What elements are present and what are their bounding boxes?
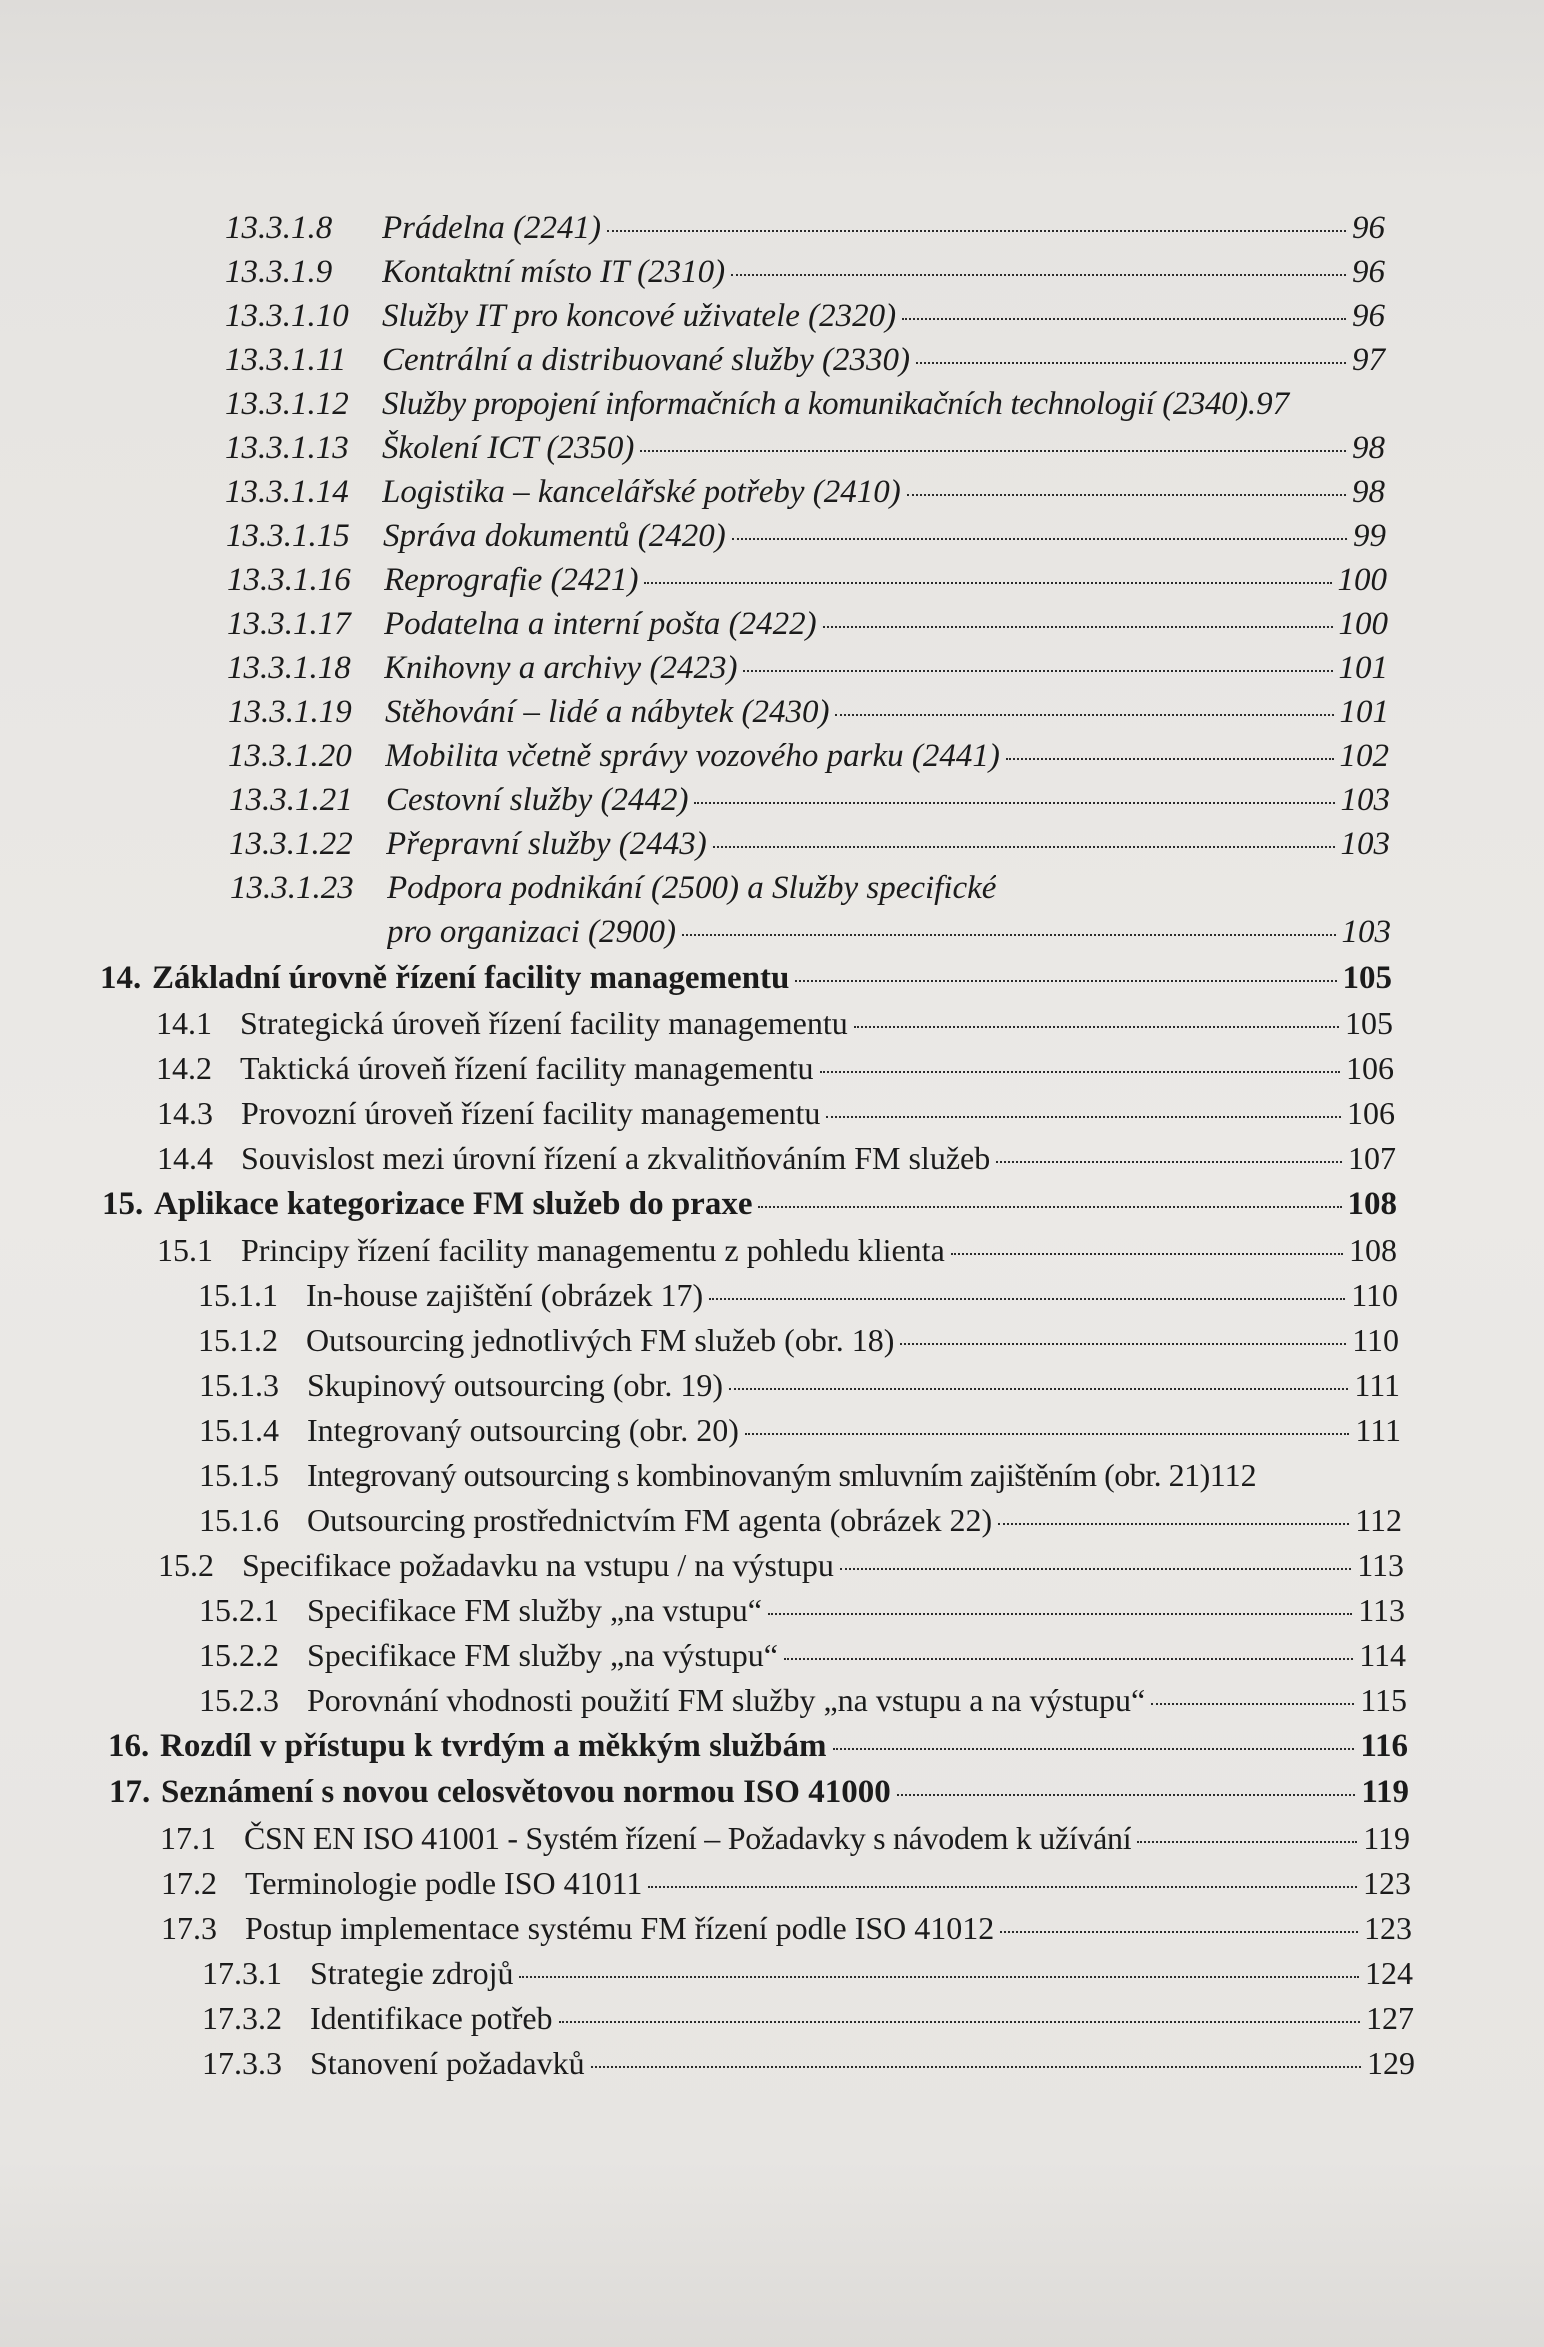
dot-leader xyxy=(820,1071,1340,1073)
toc-title: ČSN EN ISO 41001 - Systém řízení – Požadavky s návodem k užívání xyxy=(244,1820,1132,1856)
toc-number: 13.3.1.21 xyxy=(229,782,353,818)
toc-page: 123 xyxy=(1364,1910,1412,1946)
toc-title: In-house zajištění (obrázek 17) xyxy=(306,1277,704,1313)
dot-leader xyxy=(826,1116,1341,1118)
toc-number: 17.1 xyxy=(160,1820,216,1856)
toc-page: 105 xyxy=(1345,1005,1393,1041)
dot-leader xyxy=(731,274,1346,276)
toc-number: 14.1 xyxy=(156,1005,212,1041)
dot-leader xyxy=(607,230,1346,232)
dot-leader xyxy=(835,714,1333,716)
dot-leader xyxy=(682,934,1335,936)
toc-title: Identifikace potřeb xyxy=(310,2000,553,2036)
toc-title: Podpora podnikání (2500) a Služby specifické xyxy=(387,870,997,906)
toc-page: 107 xyxy=(1348,1140,1396,1176)
toc-title: Školení ICT (2350) xyxy=(382,430,635,466)
toc-chapter xyxy=(100,960,1392,997)
toc-entry xyxy=(225,474,1385,511)
toc-chapter xyxy=(109,1774,1409,1811)
toc-number: 13.3.1.12 xyxy=(225,386,349,422)
toc-title: Logistika – kancelářské potřeby (2410) xyxy=(382,474,901,510)
dot-leader xyxy=(709,1298,1345,1300)
toc-title: Služby IT pro koncové uživatele (2320) xyxy=(382,298,897,334)
toc-title: Cestovní služby (2442) xyxy=(386,782,689,818)
toc-number: 15.1.2 xyxy=(198,1322,278,1358)
toc-entry xyxy=(202,2000,1414,2037)
toc-page: 106 xyxy=(1346,1050,1394,1086)
toc-page: 114 xyxy=(1359,1637,1406,1673)
toc-page: 127 xyxy=(1366,2000,1414,2036)
toc-entry xyxy=(160,1820,1410,1857)
toc-number: 17.3.2 xyxy=(202,2000,282,2036)
toc-entry xyxy=(226,518,1386,555)
toc-title: Specifikace FM služby „na vstupu“ xyxy=(307,1592,762,1628)
toc-number: 13.3.1.20 xyxy=(228,738,352,774)
toc-page: 96 xyxy=(1352,210,1385,246)
toc-number: 15.2.1 xyxy=(199,1592,279,1628)
dot-leader xyxy=(648,1886,1357,1888)
toc-title: Specifikace FM služby „na výstupu“ xyxy=(307,1637,778,1673)
toc-title: Stěhování – lidé a nábytek (2430) xyxy=(385,694,830,730)
toc-number: 15.1.3 xyxy=(199,1367,279,1403)
toc-title: Knihovny a archivy (2423) xyxy=(384,650,738,686)
toc-entry xyxy=(199,1457,1405,1494)
toc-title: pro organizaci (2900) xyxy=(387,914,677,950)
toc-page: 123 xyxy=(1363,1865,1411,1901)
dot-leader xyxy=(745,1433,1349,1435)
toc-entry xyxy=(227,562,1387,599)
dot-leader xyxy=(713,846,1335,848)
toc-title: Reprografie (2421) xyxy=(384,562,639,598)
toc-chapter xyxy=(108,1728,1408,1765)
toc-entry xyxy=(198,1322,1399,1359)
toc-number: 15.1.1 xyxy=(198,1277,278,1313)
toc-title: Správa dokumentů (2420) xyxy=(383,518,726,554)
toc-page: 102 xyxy=(1339,738,1389,774)
dot-leader xyxy=(1000,1931,1358,1933)
dot-leader xyxy=(732,538,1347,540)
dot-leader xyxy=(902,318,1346,320)
toc-entry xyxy=(156,1005,1393,1042)
toc-number: 13.3.1.19 xyxy=(228,694,352,730)
toc-entry xyxy=(157,1140,1396,1177)
toc-number: 17.3.3 xyxy=(202,2045,282,2081)
toc-number: 14.4 xyxy=(157,1140,213,1176)
toc-number: 17. xyxy=(109,1774,151,1810)
toc-title: Stanovení požadavků xyxy=(310,2045,585,2081)
toc-number: 17.3 xyxy=(161,1910,217,1946)
toc-entry xyxy=(227,606,1388,643)
toc-page: 110 xyxy=(1351,1277,1398,1313)
toc-number: 16. xyxy=(108,1728,150,1764)
dot-leader xyxy=(743,670,1332,672)
toc-page: 106 xyxy=(1347,1095,1395,1131)
toc-page: 103 xyxy=(1340,782,1390,818)
toc-page: 97 xyxy=(1352,342,1385,378)
dot-leader xyxy=(591,2066,1361,2068)
toc-title: Rozdíl v přístupu k tvrdým a měkkým službám xyxy=(160,1728,827,1764)
toc-page: 96 xyxy=(1352,298,1385,334)
toc-entry xyxy=(225,386,1390,423)
toc-title: Služby propojení informačních a komunikačních technologií (2340) xyxy=(382,386,1248,422)
dot-leader xyxy=(768,1613,1352,1615)
toc-entry xyxy=(228,738,1389,775)
toc-number: 13.3.1.11 xyxy=(225,342,347,378)
toc-number: 15. xyxy=(102,1186,144,1222)
toc-title: Taktická úroveň řízení facility managementu xyxy=(240,1050,814,1086)
toc-number: 13.3.1.13 xyxy=(225,430,349,466)
dot-leader xyxy=(795,980,1336,982)
toc-title: Základní úrovně řízení facility managementu xyxy=(152,960,790,996)
toc-page: 105 xyxy=(1342,960,1392,996)
toc-page: 124 xyxy=(1365,1955,1413,1991)
toc-entry xyxy=(225,342,1385,379)
toc-page: 101 xyxy=(1338,650,1388,686)
toc-entry xyxy=(161,1910,1412,1947)
toc-entry xyxy=(199,1592,1405,1629)
dot-leader xyxy=(519,1976,1359,1978)
toc-entry xyxy=(225,210,1385,247)
toc-number: 15.1 xyxy=(157,1232,213,1268)
dot-leader xyxy=(758,1206,1341,1208)
toc-page: 116 xyxy=(1360,1728,1408,1764)
toc-number: 14. xyxy=(100,960,142,996)
toc-chapter xyxy=(102,1186,1397,1223)
toc-title: Integrovaný outsourcing s kombinovaným smluvním zajištěním (obr. 21) xyxy=(307,1457,1210,1493)
toc-number: 13.3.1.10 xyxy=(225,298,349,334)
toc-title: Outsourcing jednotlivých FM služeb (obr. 18) xyxy=(306,1322,895,1358)
toc-entry-continuation xyxy=(387,914,1391,951)
toc-title: Terminologie podle ISO 41011 xyxy=(245,1865,643,1901)
toc-number: 13.3.1.18 xyxy=(227,650,351,686)
toc-title: Mobilita včetně správy vozového parku (2441) xyxy=(385,738,1000,774)
toc-page: 108 xyxy=(1349,1232,1397,1268)
toc-title: Přepravní služby (2443) xyxy=(386,826,707,862)
toc-page: 98 xyxy=(1352,430,1385,466)
toc-title: Seznámení s novou celosvětovou normou ISO 41000 xyxy=(161,1774,891,1810)
toc-page: 110 xyxy=(1352,1322,1399,1358)
dot-leader xyxy=(644,582,1331,584)
dot-leader xyxy=(694,802,1334,804)
toc-title: Kontaktní místo IT (2310) xyxy=(382,254,726,290)
toc-entry xyxy=(198,1277,1398,1314)
toc-page: 103 xyxy=(1341,914,1391,950)
toc-title: Centrální a distribuované služby (2330) xyxy=(382,342,910,378)
dot-leader xyxy=(996,1161,1342,1163)
toc-page: 101 xyxy=(1339,694,1389,730)
toc-title: Porovnání vhodnosti použití FM služby „na vstupu a na výstupu“ xyxy=(307,1682,1146,1718)
toc-entry xyxy=(199,1367,1400,1404)
toc-entry xyxy=(199,1412,1401,1449)
toc-entry xyxy=(199,1637,1406,1674)
dot-leader xyxy=(951,1253,1343,1255)
dot-leader xyxy=(998,1523,1349,1525)
toc-entry xyxy=(225,254,1385,291)
toc-page: 129 xyxy=(1367,2045,1415,2081)
toc-entry xyxy=(225,430,1385,467)
dot-leader xyxy=(900,1343,1346,1345)
toc-entry xyxy=(202,1955,1413,1992)
dot-leader xyxy=(854,1026,1339,1028)
toc-title: Integrovaný outsourcing (obr. 20) xyxy=(307,1412,739,1448)
dot-leader xyxy=(823,626,1333,628)
toc-entry xyxy=(199,1502,1402,1539)
toc-number: 13.3.1.15 xyxy=(226,518,350,554)
toc-page: 115 xyxy=(1360,1682,1407,1718)
toc-entry xyxy=(157,1095,1395,1132)
toc-page: 111 xyxy=(1355,1412,1401,1448)
toc-entry xyxy=(229,782,1390,819)
toc-page: 100 xyxy=(1338,606,1388,642)
toc-title: Skupinový outsourcing (obr. 19) xyxy=(307,1367,723,1403)
dot-leader xyxy=(1151,1703,1354,1705)
dot-leader xyxy=(729,1388,1348,1390)
toc-entry xyxy=(227,650,1388,687)
toc-page: 111 xyxy=(1354,1367,1400,1403)
toc-number: 13.3.1.9 xyxy=(225,254,333,290)
toc-entry xyxy=(161,1865,1411,1902)
toc-number: 15.1.4 xyxy=(199,1412,279,1448)
toc-number: 15.2 xyxy=(158,1547,214,1583)
toc-title: Principy řízení facility managementu z pohledu klienta xyxy=(241,1232,945,1268)
dot-leader xyxy=(833,1748,1355,1750)
dot-leader xyxy=(559,2021,1360,2023)
toc-title: Strategická úroveň řízení facility managementu xyxy=(240,1005,848,1041)
toc-page: 108 xyxy=(1347,1186,1397,1222)
toc-title: Strategie zdrojů xyxy=(310,1955,514,1991)
dot-leader xyxy=(907,494,1346,496)
dot-leader xyxy=(897,1794,1356,1796)
toc-page: 112 xyxy=(1209,1457,1257,1493)
toc-page: 119 xyxy=(1363,1820,1410,1856)
dot-leader xyxy=(784,1658,1353,1660)
toc-entry xyxy=(158,1547,1404,1584)
toc-title: Provozní úroveň řízení facility managementu xyxy=(241,1095,821,1131)
toc-number: 17.3.1 xyxy=(202,1955,282,1991)
toc-page: 98 xyxy=(1352,474,1385,510)
toc-page: .97 xyxy=(1247,386,1290,422)
toc-number: 15.1.6 xyxy=(199,1502,279,1538)
toc-number: 15.2.3 xyxy=(199,1682,279,1718)
toc-entry xyxy=(202,2045,1415,2082)
toc-entry xyxy=(225,298,1385,335)
toc-number: 13.3.1.23 xyxy=(230,870,354,906)
toc-number: 14.3 xyxy=(157,1095,213,1131)
toc-entry xyxy=(157,1232,1397,1269)
toc-page: 113 xyxy=(1357,1547,1404,1583)
toc-title: Souvislost mezi úrovní řízení a zkvalitňováním FM služeb xyxy=(241,1140,991,1176)
dot-leader xyxy=(1006,758,1334,760)
toc-title: Aplikace kategorizace FM služeb do praxe xyxy=(154,1186,753,1222)
dot-leader xyxy=(640,450,1346,452)
dot-leader xyxy=(916,362,1346,364)
toc-page: 100 xyxy=(1337,562,1387,598)
toc-entry xyxy=(156,1050,1394,1087)
toc-title: Podatelna a interní pošta (2422) xyxy=(384,606,817,642)
toc-number: 15.1.5 xyxy=(199,1457,279,1493)
toc-number: 15.2.2 xyxy=(199,1637,279,1673)
toc-title: Specifikace požadavku na vstupu / na výstupu xyxy=(242,1547,834,1583)
toc-number: 13.3.1.17 xyxy=(227,606,351,642)
toc-number: 14.2 xyxy=(156,1050,212,1086)
toc-number: 13.3.1.14 xyxy=(225,474,349,510)
toc-page: 113 xyxy=(1358,1592,1405,1628)
toc-entry xyxy=(229,826,1390,863)
dot-leader xyxy=(840,1568,1351,1570)
toc-number: 13.3.1.22 xyxy=(229,826,353,862)
toc-page: 96 xyxy=(1352,254,1385,290)
toc-entry xyxy=(230,870,1390,907)
toc-number: 17.2 xyxy=(161,1865,217,1901)
toc-number: 13.3.1.16 xyxy=(227,562,351,598)
toc-page: 103 xyxy=(1340,826,1390,862)
toc-title: Postup implementace systému FM řízení podle ISO 41012 xyxy=(245,1910,995,1946)
toc-page: 119 xyxy=(1361,1774,1409,1810)
toc-title: Prádelna (2241) xyxy=(382,210,602,246)
toc-page: 99 xyxy=(1353,518,1386,554)
toc-title: Outsourcing prostřednictvím FM agenta (obrázek 22) xyxy=(307,1502,993,1538)
dot-leader xyxy=(1137,1841,1357,1843)
toc-page: 112 xyxy=(1355,1502,1402,1538)
toc-entry xyxy=(199,1682,1407,1719)
toc-number: 13.3.1.8 xyxy=(225,210,333,246)
toc-entry xyxy=(228,694,1389,731)
